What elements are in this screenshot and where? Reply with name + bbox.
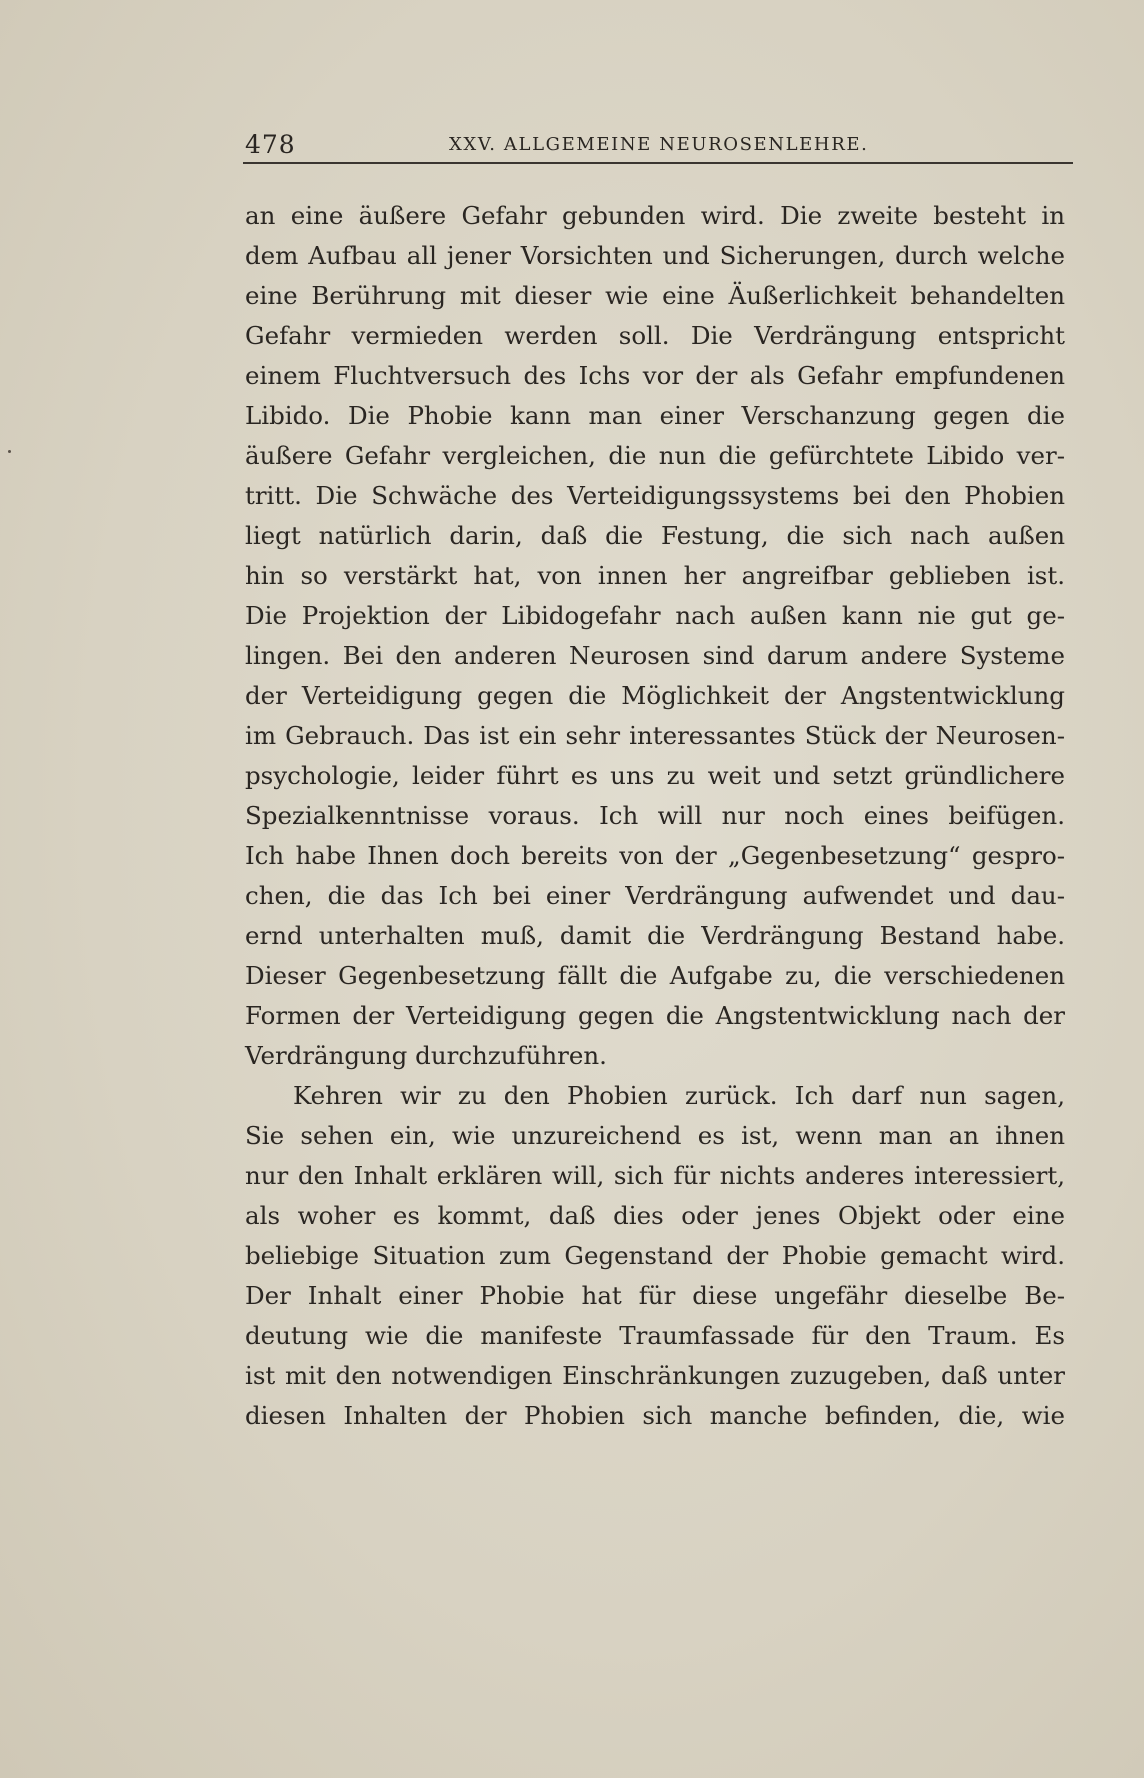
page-number: 478 bbox=[245, 130, 296, 159]
text-line: Die Projektion der Libidogefahr nach außen kann nie gut ge- bbox=[245, 601, 1065, 630]
text-line: tritt. Die Schwäche des Verteidigungssystems bei den Phobien bbox=[245, 481, 1065, 510]
text-line: deutung wie die manifeste Traumfassade für den Traum. Es bbox=[245, 1321, 1065, 1350]
text-line: Ich habe Ihnen doch bereits von der „Gegenbesetzung“ gespro- bbox=[245, 841, 1065, 870]
text-line: Kehren wir zu den Phobien zurück. Ich darf nun sagen, bbox=[293, 1081, 1065, 1110]
page-header bbox=[243, 128, 1073, 164]
text-line: äußere Gefahr vergleichen, die nun die gefürchtete Libido ver- bbox=[245, 441, 1065, 470]
text-line: liegt natürlich darin, daß die Festung, die sich nach außen bbox=[245, 521, 1065, 550]
text-line: an eine äußere Gefahr gebunden wird. Die zweite besteht in bbox=[245, 201, 1065, 230]
paragraph-1 bbox=[245, 196, 1065, 1076]
text-line: ist mit den notwendigen Einschränkungen zuzugeben, daß unter bbox=[245, 1361, 1065, 1390]
text-line: ernd unterhalten muß, damit die Verdrängung Bestand habe. bbox=[245, 921, 1065, 950]
text-line: Verdrängung durchzuführen. bbox=[245, 1041, 607, 1070]
text-line: Sie sehen ein, wie unzureichend es ist, wenn man an ihnen bbox=[245, 1121, 1065, 1150]
text-line: einem Fluchtversuch des Ichs vor der als Gefahr empfundenen bbox=[245, 361, 1065, 390]
paragraph-2 bbox=[245, 1076, 1065, 1436]
text-line: im Gebrauch. Das ist ein sehr interessantes Stück der Neurosen- bbox=[245, 721, 1065, 750]
paper-speck bbox=[8, 450, 11, 453]
text-line: beliebige Situation zum Gegenstand der Phobie gemacht wird. bbox=[245, 1241, 1065, 1270]
text-line: als woher es kommt, daß dies oder jenes Objekt oder eine bbox=[245, 1201, 1065, 1230]
text-line: der Verteidigung gegen die Möglichkeit der Angstentwicklung bbox=[245, 681, 1065, 710]
text-line: chen, die das Ich bei einer Verdrängung aufwendet und dau- bbox=[245, 881, 1065, 910]
text-line: Libido. Die Phobie kann man einer Verschanzung gegen die bbox=[245, 401, 1065, 430]
text-line: Dieser Gegenbesetzung fällt die Aufgabe zu, die verschiedenen bbox=[245, 961, 1065, 990]
text-line: hin so verstärkt hat, von innen her angreifbar geblieben ist. bbox=[245, 561, 1065, 590]
text-line: eine Berührung mit dieser wie eine Äußerlichkeit behandelten bbox=[245, 281, 1065, 310]
text-line: lingen. Bei den anderen Neurosen sind darum andere Systeme bbox=[245, 641, 1065, 670]
text-line: Gefahr vermieden werden soll. Die Verdrängung entspricht bbox=[245, 321, 1065, 350]
text-line: Der Inhalt einer Phobie hat für diese ungefähr dieselbe Be- bbox=[245, 1281, 1065, 1310]
text-line: nur den Inhalt erklären will, sich für nichts anderes interessiert, bbox=[245, 1161, 1065, 1190]
text-line: diesen Inhalten der Phobien sich manche befinden, die, wie bbox=[245, 1401, 1065, 1430]
text-line: dem Aufbau all jener Vorsichten und Sicherungen, durch welche bbox=[245, 241, 1065, 270]
text-line: Formen der Verteidigung gegen die Angstentwicklung nach der bbox=[245, 1001, 1065, 1030]
body-text bbox=[245, 196, 1065, 1436]
text-line: Spezialkenntnisse voraus. Ich will nur noch eines beifügen. bbox=[245, 801, 1065, 830]
running-head: XXV. ALLGEMEINE NEUROSENLEHRE. bbox=[449, 134, 869, 155]
text-line: psychologie, leider führt es uns zu weit und setzt gründlichere bbox=[245, 761, 1065, 790]
